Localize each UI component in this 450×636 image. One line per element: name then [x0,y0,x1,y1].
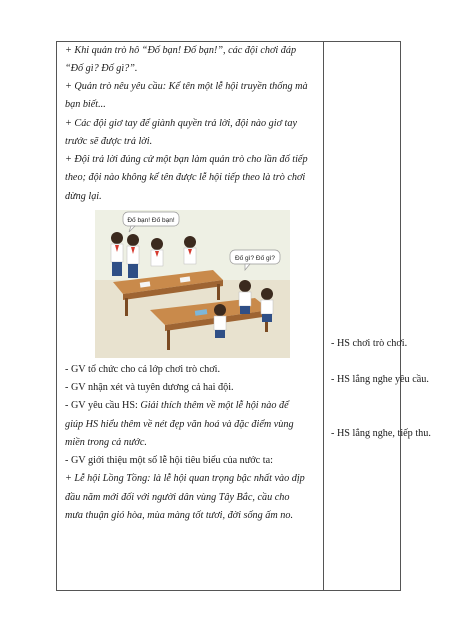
teacher-step-line: đầu năm mới đối với người dân vùng Tây Bắc, cầu cho [65,492,290,503]
column-divider [323,42,324,590]
game-step-line: “Đố gì? Đố gì?”. [65,63,138,74]
game-step-line: + Đội trả lời đúng cử một bạn làm quản trò cho lần đố tiếp [65,154,308,165]
student-figure [239,280,251,314]
classroom-illustration [95,210,290,358]
game-step-line: + Quản trò nêu yêu cầu: Kể tên một lễ hội truyền thống mà [65,81,308,92]
teacher-step-line: - GV tổ chức cho cả lớp chơi trò chơi. [65,364,221,375]
student-figure [261,288,273,322]
teacher-step-line: giúp HS hiểu thêm về nét đẹp văn hoá và đặc điểm vùng [65,419,294,430]
bubble-left-text: Đố bạn! Đố bạn! [127,217,175,224]
game-step-line: trước sẽ được trả lời. [65,136,153,147]
teacher-step-line: + Lễ hội Lồng Tồng: là lễ hội quan trọng bậc nhất vào dịp [65,473,305,484]
student-step-line: - HS lắng nghe yêu cầu. [331,374,429,385]
game-step-line: theo; đội nào không kể tên được lễ hội tiếp theo là trò chơi [65,172,306,183]
student-figure [111,232,123,276]
teacher-step-line: mưa thuận gió hòa, mùa màng tốt tươi, đời sống ấm no. [65,510,294,521]
bubble-right-text: Đố gì? Đố gì? [234,255,276,262]
student-figure [151,238,163,266]
game-step-line: + Khi quản trò hô “Đố bạn! Đố bạn!”, các đội chơi đáp [65,45,297,56]
game-step-line: dừng lại. [65,191,102,202]
student-figure [127,234,139,278]
student-step-line: - HS chơi trò chơi. [331,338,408,349]
game-step-line: + Các đội giơ tay để giành quyền trả lời, đội nào giơ tay [65,118,298,129]
teacher-step-line [65,399,289,412]
game-step-line: bạn biết... [65,99,106,110]
student-figure [214,304,226,338]
teacher-request-label: - GV yêu cầu HS: [65,400,141,411]
teacher-step-line: - GV giới thiệu một số lễ hội tiêu biểu của nước ta: [65,455,273,466]
teacher-step-line: - GV nhận xét và tuyên dương cả hai đội. [65,382,234,393]
student-step-line: - HS lắng nghe, tiếp thu. [331,428,431,439]
teacher-request-text: Giải thích thêm về một lễ hội nào để [140,400,289,411]
teacher-step-line: miền trong cả nước. [65,437,147,448]
student-figure [184,236,196,264]
